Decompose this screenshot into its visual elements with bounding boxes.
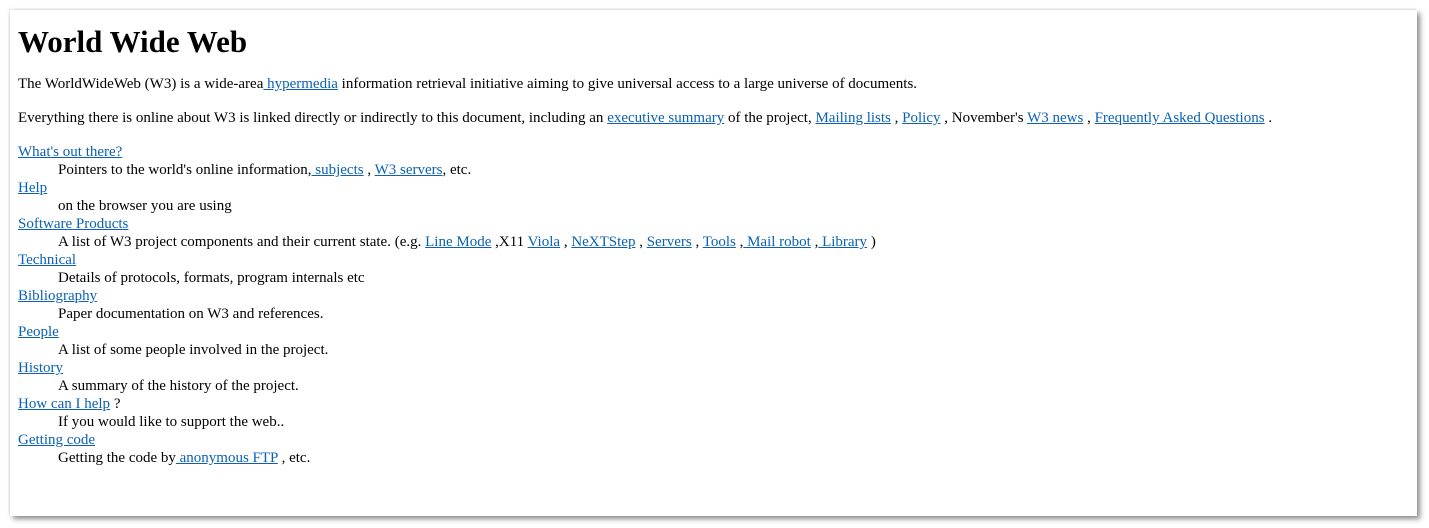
w3-servers-link[interactable]: W3 servers <box>374 162 443 178</box>
page-title: World Wide Web <box>18 24 248 59</box>
intro-text-before: The WorldWideWeb (W3) is a wide-area <box>18 76 264 92</box>
topic-term-software-products <box>18 215 1272 233</box>
topic-term-whats-out-there <box>18 143 1272 161</box>
subjects-link[interactable]: subjects <box>311 162 364 178</box>
topic-desc-bibliography: Paper documentation on W3 and references. <box>58 306 324 322</box>
topic-desc-technical: Details of protocols, formats, program internals etc <box>58 270 365 286</box>
help-link[interactable]: Help <box>18 180 48 196</box>
topic-desc-help: on the browser you are using <box>58 198 232 214</box>
w3-news-link[interactable]: W3 news <box>1027 110 1084 126</box>
desc-text: ,X11 <box>491 234 528 250</box>
topic-term-history <box>18 359 1272 377</box>
policy-link[interactable]: Policy <box>902 110 941 126</box>
topic-list <box>18 143 1272 467</box>
everything-text: . <box>1264 110 1273 126</box>
intro-paragraph <box>18 75 1272 93</box>
getting-code-link[interactable]: Getting code <box>18 432 96 448</box>
intro-text-after: information retrieval initiative aiming to give universal access to a large universe of documents. <box>337 76 918 92</box>
desc-text: ) <box>867 234 876 250</box>
desc-text: , <box>691 234 703 250</box>
page-content <box>18 24 1272 467</box>
topic-term-technical <box>18 251 1272 269</box>
viola-link[interactable]: Viola <box>527 234 561 250</box>
page-frame <box>10 10 1417 516</box>
topic-term-people <box>18 323 1272 341</box>
topic-desc-how-can-i-help: If you would like to support the web.. <box>58 414 285 430</box>
desc-text: A list of W3 project components and their current state. (e.g. <box>58 234 426 250</box>
desc-text: Pointers to the world's online information, <box>58 162 312 178</box>
desc-text: , <box>735 234 744 250</box>
desc-text: , <box>810 234 819 250</box>
topic-desc-software-products <box>58 233 1272 251</box>
mail-robot-link[interactable]: Mail robot <box>743 234 811 250</box>
history-link[interactable]: History <box>18 360 63 376</box>
tools-link[interactable]: Tools <box>702 234 736 250</box>
topic-desc-whats-out-there <box>58 161 1272 179</box>
bibliography-link[interactable]: Bibliography <box>18 288 98 304</box>
desc-text: Getting the code by <box>58 450 176 466</box>
topic-term-getting-code <box>18 431 1272 449</box>
topic-desc-people: A list of some people involved in the project. <box>58 342 329 358</box>
technical-link[interactable]: Technical <box>18 252 77 268</box>
everything-paragraph <box>18 109 1272 127</box>
servers-link[interactable]: Servers <box>646 234 692 250</box>
line-mode-link[interactable]: Line Mode <box>425 234 492 250</box>
everything-text: , November's <box>940 110 1028 126</box>
desc-text: , <box>363 162 375 178</box>
mailing-lists-link[interactable]: Mailing lists <box>815 110 891 126</box>
executive-summary-link[interactable]: executive summary <box>607 110 725 126</box>
library-link[interactable]: Library <box>818 234 868 250</box>
topic-term-help <box>18 179 1272 197</box>
topic-desc-history: A summary of the history of the project. <box>58 378 299 394</box>
whats-out-there-link[interactable]: What's out there? <box>18 144 123 160</box>
how-can-i-help-link[interactable]: How can I help <box>18 396 111 412</box>
desc-text: , <box>635 234 647 250</box>
faq-link[interactable]: Frequently Asked Questions <box>1094 110 1265 126</box>
software-products-link[interactable]: Software Products <box>18 216 129 232</box>
desc-text: , etc. <box>277 450 311 466</box>
topic-desc-getting-code <box>58 449 1272 467</box>
term-suffix: ? <box>110 396 121 412</box>
desc-text: , <box>560 234 572 250</box>
topic-term-bibliography <box>18 287 1272 305</box>
nextstep-link[interactable]: NeXTStep <box>571 234 636 250</box>
everything-text: , <box>890 110 903 126</box>
everything-text: of the project, <box>724 110 816 126</box>
everything-text-before: Everything there is online about W3 is linked directly or indirectly to this document, including an <box>18 110 608 126</box>
desc-text: , etc. <box>442 162 472 178</box>
hypermedia-link[interactable]: hypermedia <box>263 76 338 92</box>
people-link[interactable]: People <box>18 324 59 340</box>
everything-text: , <box>1083 110 1095 126</box>
anonymous-ftp-link[interactable]: anonymous FTP <box>175 450 278 466</box>
topic-term-how-can-i-help <box>18 395 1272 413</box>
